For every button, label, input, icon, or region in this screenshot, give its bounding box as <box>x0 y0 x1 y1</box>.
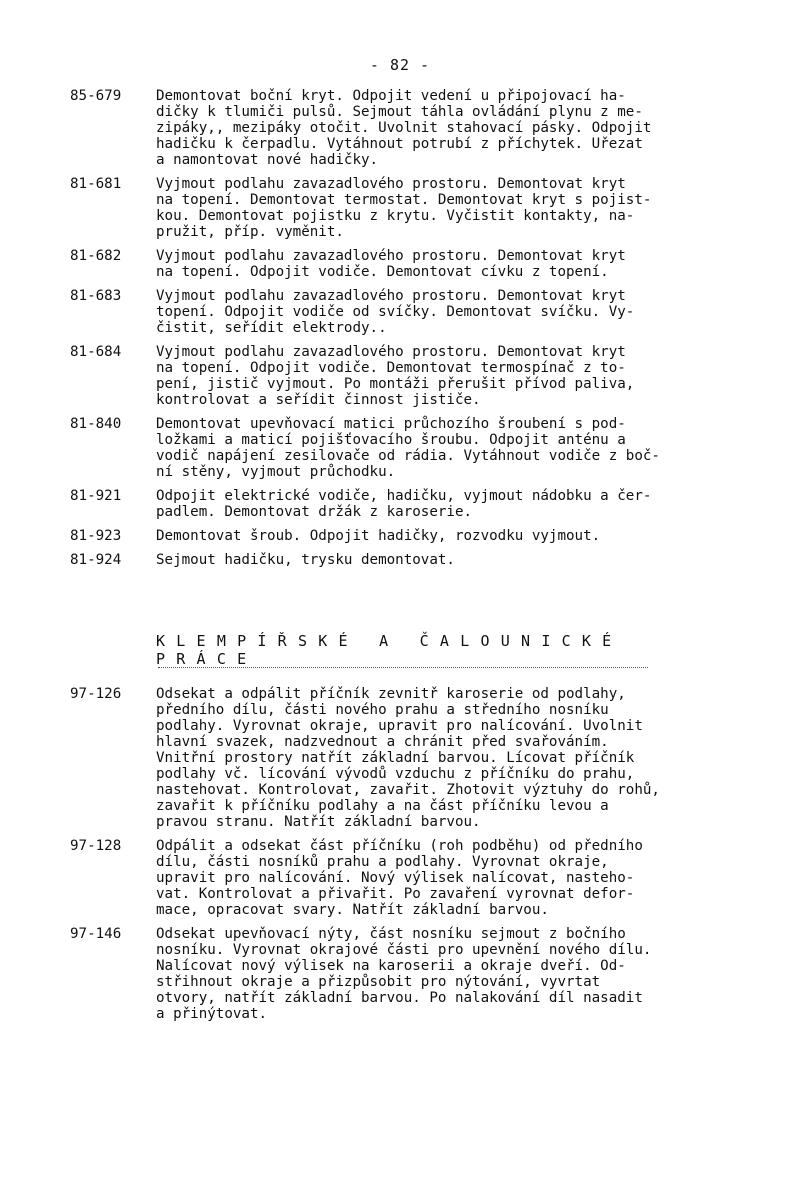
description-line: Odsekat upevňovací nýty, část nosníku sejmout z bočního <box>156 926 626 942</box>
work-item-code: 81-921 <box>70 488 122 504</box>
description-line: Vyjmout podlahu zavazadlového prostoru. Demontovat kryt <box>156 344 626 360</box>
description-line: kou. Demontovat pojistku z krytu. Vyčistit kontakty, na- <box>156 208 635 224</box>
description-line: kontrolovat a seřídit činnost jističe. <box>156 392 481 408</box>
description-line: Odpálit a odsekat část příčníku (roh podběhu) od předního <box>156 838 643 854</box>
description-line: hlavní svazek, nadzvednout a chránit před svařováním. <box>156 734 609 750</box>
description-line: a přinýtovat. <box>156 1006 268 1022</box>
work-item-entry <box>0 416 800 480</box>
work-item-description <box>156 552 786 568</box>
description-line: dílu, části nosníků prahu a podlahy. Vyrovnat okraje, <box>156 854 609 870</box>
section-heading <box>156 632 656 668</box>
page-number: - 82 - <box>369 56 431 74</box>
description-line: nastehovat. Kontrolovat, zavařit. Zhotovit výztuhy do rohů, <box>156 782 660 798</box>
description-line: ložkami a maticí pojišťovacího šroubu. Odpojit anténu a <box>156 432 626 448</box>
work-item-entry <box>0 686 800 830</box>
work-item-entry <box>0 552 800 568</box>
description-line: upravit pro nalícování. Nový výlisek nalícovat, nasteho- <box>156 870 635 886</box>
work-item-code: 81-840 <box>70 416 122 432</box>
description-line: Demontovat boční kryt. Odpojit vedení u připojovací ha- <box>156 88 626 104</box>
description-line: hadičku k čerpadlu. Vytáhnout potrubí z příchytek. Uřezat <box>156 136 643 152</box>
work-item-code: 81-683 <box>70 288 122 304</box>
work-item-description <box>156 88 786 168</box>
work-item-entry <box>0 176 800 240</box>
work-item-description <box>156 416 786 480</box>
work-item-entry <box>0 88 800 168</box>
description-line: na topení. Odpojit vodiče. Demontovat termospínač z to- <box>156 360 626 376</box>
description-line: zavařit k příčníku podlahy a na část příčníku levou a <box>156 798 609 814</box>
description-line: zipáky,, mezipáky otočit. Uvolnit stahovací pásky. Odpojit <box>156 120 652 136</box>
work-item-description <box>156 288 786 336</box>
description-line: Demontovat šroub. Odpojit hadičky, rozvodku vyjmout. <box>156 528 601 544</box>
work-item-code: 85-679 <box>70 88 122 104</box>
description-line: vat. Kontrolovat a přivařit. Po zavaření vyrovnat defor- <box>156 886 635 902</box>
description-line: Odpojit elektrické vodiče, hadičku, vyjmout nádobku a čer- <box>156 488 652 504</box>
section-heading-line-2: PRÁCE <box>156 650 258 668</box>
heading-divider <box>158 667 648 668</box>
work-item-description <box>156 248 786 280</box>
work-item-description <box>156 528 786 544</box>
description-line: Nalícovat nový výlisek na karoserii a okraje dveří. Od- <box>156 958 626 974</box>
description-line: Vyjmout podlahu zavazadlového prostoru. Demontovat kryt <box>156 176 626 192</box>
description-line: Vyjmout podlahu zavazadlového prostoru. Demontovat kryt <box>156 288 626 304</box>
work-item-code: 97-126 <box>70 686 122 702</box>
work-item-description <box>156 176 786 240</box>
description-line: Demontovat upevňovací matici průchozího šroubení s pod- <box>156 416 626 432</box>
description-line: předního dílu, části nového prahu a středního nosníku <box>156 702 609 718</box>
entries-list-bottom <box>0 686 800 1030</box>
description-line: Vyjmout podlahu zavazadlového prostoru. Demontovat kryt <box>156 248 626 264</box>
work-item-code: 81-681 <box>70 176 122 192</box>
work-item-code: 81-684 <box>70 344 122 360</box>
work-item-entry <box>0 488 800 520</box>
work-item-entry <box>0 248 800 280</box>
work-item-entry <box>0 838 800 918</box>
description-line: střihnout okraje a přizpůsobit pro nýtování, vyvrtat <box>156 974 601 990</box>
work-item-code: 97-146 <box>70 926 122 942</box>
description-line: na topení. Odpojit vodiče. Demontovat cívku z topení. <box>156 264 609 280</box>
description-line: nosníku. Vyrovnat okrajové části pro upevnění nového dílu. <box>156 942 652 958</box>
section-heading-line-1: KLEMPÍŘSKÉ A ČALOUNICKÉ <box>156 632 623 650</box>
description-line: čistit, seřídit elektrody.. <box>156 320 387 336</box>
work-item-code: 81-682 <box>70 248 122 264</box>
work-item-description <box>156 344 786 408</box>
work-item-entry <box>0 344 800 408</box>
work-item-description <box>156 488 786 520</box>
description-line: vodič napájení zesilovače od rádia. Vytáhnout vodiče z boč- <box>156 448 660 464</box>
work-item-entry <box>0 926 800 1022</box>
description-line: dičky k tlumiči pulsů. Sejmout táhla ovládání plynu z me- <box>156 104 643 120</box>
description-line: padlem. Demontovat držák z karoserie. <box>156 504 473 520</box>
description-line: ní stěny, vyjmout průchodku. <box>156 464 396 480</box>
work-item-entry <box>0 528 800 544</box>
description-line: mace, opracovat svary. Natřít základní barvou. <box>156 902 549 918</box>
description-line: podlahy. Vyrovnat okraje, upravit pro nalícování. Uvolnit <box>156 718 643 734</box>
entries-list-top <box>0 88 800 576</box>
work-item-entry <box>0 288 800 336</box>
work-item-description <box>156 686 786 830</box>
description-line: pení, jistič vyjmout. Po montáži přerušit přívod paliva, <box>156 376 635 392</box>
work-item-description <box>156 926 786 1022</box>
work-item-description <box>156 838 786 918</box>
work-item-code: 97-128 <box>70 838 122 854</box>
description-line: topení. Odpojit vodiče od svíčky. Demontovat svíčku. Vy- <box>156 304 635 320</box>
description-line: a namontovat nové hadičky. <box>156 152 379 168</box>
description-line: Odsekat a odpálit příčník zevnitř karoserie od podlahy, <box>156 686 626 702</box>
description-line: otvory, natřít základní barvou. Po nalakování díl nasadit <box>156 990 643 1006</box>
description-line: pružit, příp. vyměnit. <box>156 224 344 240</box>
description-line: na topení. Demontovat termostat. Demontovat kryt s pojist- <box>156 192 652 208</box>
work-item-code: 81-923 <box>70 528 122 544</box>
description-line: pravou stranu. Natřít základní barvou. <box>156 814 481 830</box>
work-item-code: 81-924 <box>70 552 122 568</box>
description-line: Sejmout hadičku, trysku demontovat. <box>156 552 455 568</box>
description-line: Vnitřní prostory natřít základní barvou. Lícovat příčník <box>156 750 635 766</box>
description-line: podlahy vč. lícování vývodů vzduchu z příčníku do prahu, <box>156 766 635 782</box>
